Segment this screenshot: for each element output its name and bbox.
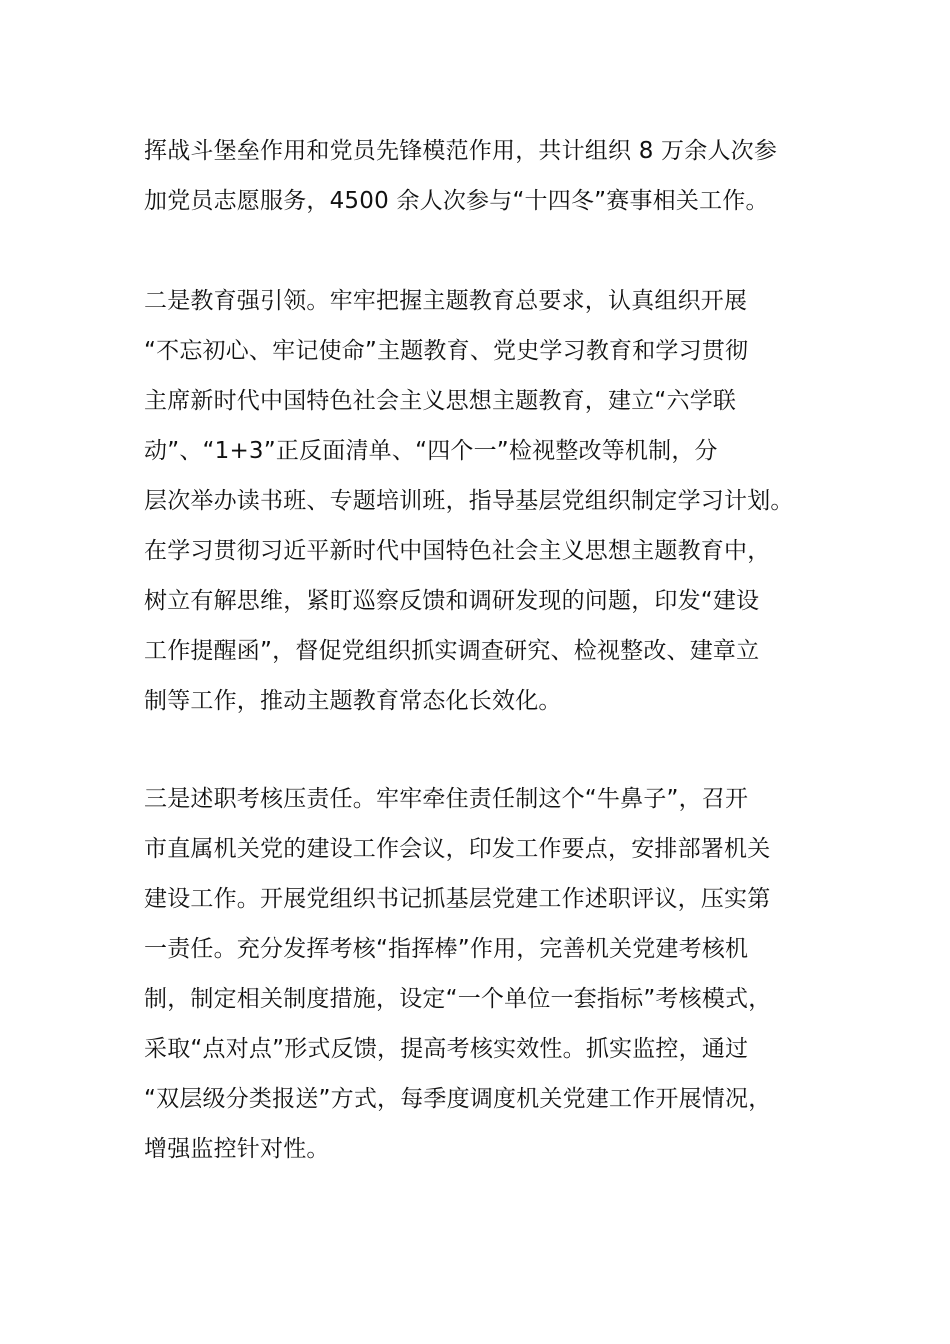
- text-line: 市直属机关党的建设工作会议，印发工作要点，安排部署机关: [144, 836, 771, 862]
- text-line: “双层级分类报送”方式，每季度调度机关党建工作开展情况，: [144, 1086, 772, 1112]
- paragraph-1: [144, 126, 844, 226]
- text-line: 制，制定相关制度措施，设定“一个单位一套指标”考核模式，: [144, 986, 772, 1012]
- text-line: “不忘初心、牢记使命”主题教育、党史学习教育和学习贯彻: [144, 338, 749, 364]
- text-line: 主席新时代中国特色社会主义思想主题教育，建立“六学联: [144, 388, 737, 414]
- text-line: 动”、“1+3”正反面清单、“四个一”检视整改等机制，分: [144, 438, 718, 464]
- text-line: 二是教育强引领。牢牢把握主题教育总要求，认真组织开展: [144, 288, 748, 314]
- text-line: 采取“点对点”形式反馈，提高考核实效性。抓实监控，通过: [144, 1036, 749, 1062]
- text-line: 挥战斗堡垒作用和党员先锋模范作用，共计组织 8 万余人次参: [144, 138, 778, 164]
- text-line: 工作提醒函”，督促党组织抓实调查研究、检视整改、建章立: [144, 638, 760, 664]
- paragraph-2: [144, 276, 844, 726]
- text-line: 加党员志愿服务，4500 余人次参与“十四冬”赛事相关工作。: [144, 188, 769, 214]
- text-line: 在学习贯彻习近平新时代中国特色社会主义思想主题教育中，: [144, 538, 771, 564]
- paragraph-3: [144, 774, 844, 1174]
- text-line: 增强监控针对性。: [144, 1136, 330, 1162]
- text-line: 层次举办读书班、专题培训班，指导基层党组织制定学习计划。: [144, 488, 794, 514]
- text-line: 制等工作，推动主题教育常态化长效化。: [144, 688, 562, 714]
- text-line: 树立有解思维，紧盯巡察反馈和调研发现的问题，印发“建设: [144, 588, 760, 614]
- text-line: 建设工作。开展党组织书记抓基层党建工作述职评议，压实第: [144, 886, 771, 912]
- text-line: 一责任。充分发挥考核“指挥棒”作用，完善机关党建考核机: [144, 936, 749, 962]
- text-line: 三是述职考核压责任。牢牢牵住责任制这个“牛鼻子”，召开: [144, 786, 749, 812]
